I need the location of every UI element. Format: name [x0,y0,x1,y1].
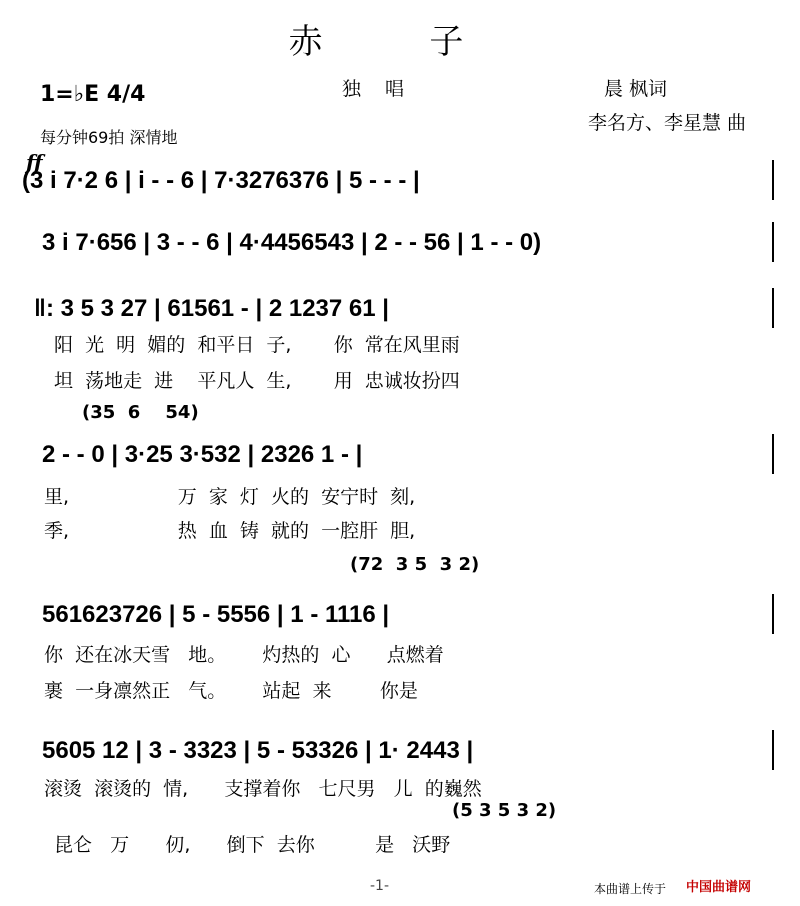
note-text: ‖: 3 5 3 27 | 61561 - | 2 1237 61 | [34,295,389,322]
lyric-verse-2: 昆仑 万 仞, 倒下 去你 是 沃野 [54,834,451,856]
lyric-verse-1: 阳 光 明 媚的 和平日 子, 你 常在风里雨 [54,334,460,356]
lyric-verse-1: 你 还在冰天雪 地。 灼热的 心 点燃着 [44,644,444,666]
bar-line [772,594,774,634]
bar-line [772,730,774,770]
lyric-verse-1: 里, 万 家 灯 火的 安宁时 刻, [44,486,416,508]
lyric-verse-2: 坦 荡地走 进 平凡人 生, 用 忠诚妆扮四 [54,370,460,392]
ornament-notes: (5 3 5 3 2) [452,800,557,821]
note-text: 561623726 | 5 - 5556 | 1 - 1116 | [42,601,390,628]
notes-line [0,164,800,198]
notes-line [0,438,800,472]
score-row-4 [0,426,800,486]
ornament-notes: (35 6 54) [82,402,199,423]
notes-line [0,598,800,632]
ornament-notes: (72 3 5 3 2) [350,554,480,575]
notes-line [0,292,800,326]
lyric-verse-2: 裹 一身凛然正 气。 站起 来 你是 [44,680,418,702]
lyric-verse-1: 滚烫 滚烫的 情, 支撑着你 七尺男 儿 的巍然 [44,778,482,800]
page-number: -1- [370,878,390,894]
notes-line [0,226,800,260]
bar-line [772,434,774,474]
upload-note: 本曲谱上传于 [594,882,667,896]
score-row-2 [0,214,800,274]
note-text: (3 i 7·2 6 | i - - 6 | 7·3276376 | 5 - - - | [22,167,420,194]
key-signature: 1=♭E 4/4 [40,82,146,107]
lyricist-credit: 晨 枫词 [604,78,668,100]
note-text: 5605 12 | 3 - 3323 | 5 - 53326 | 1· 2443 | [42,737,474,764]
tempo-marking: 每分钟69拍 深情地 [40,128,178,147]
score-row-6 [0,722,800,782]
score-row-5 [0,586,800,646]
composer-credit: 李名方、李星慧 曲 [588,112,747,134]
lyric-verse-2: 季, 热 血 铸 就的 一腔肝 胆, [44,520,416,542]
bar-line [772,288,774,328]
note-text: 3 i 7·656 | 3 - - 6 | 4·4456543 | 2 - - 56 | 1 - - 0) [42,229,542,256]
note-text: 2 - - 0 | 3·25 3·532 | 2326 1 - | [42,441,363,468]
dynamic-marking: ff [26,150,43,174]
notes-line [0,734,800,768]
score-row-1 [0,152,800,212]
bar-line [772,160,774,200]
performance-mode: 独唱 [342,78,429,100]
song-title: 赤 子 [288,22,512,62]
site-logo: 中国曲谱网 [686,880,752,895]
bar-line [772,222,774,262]
